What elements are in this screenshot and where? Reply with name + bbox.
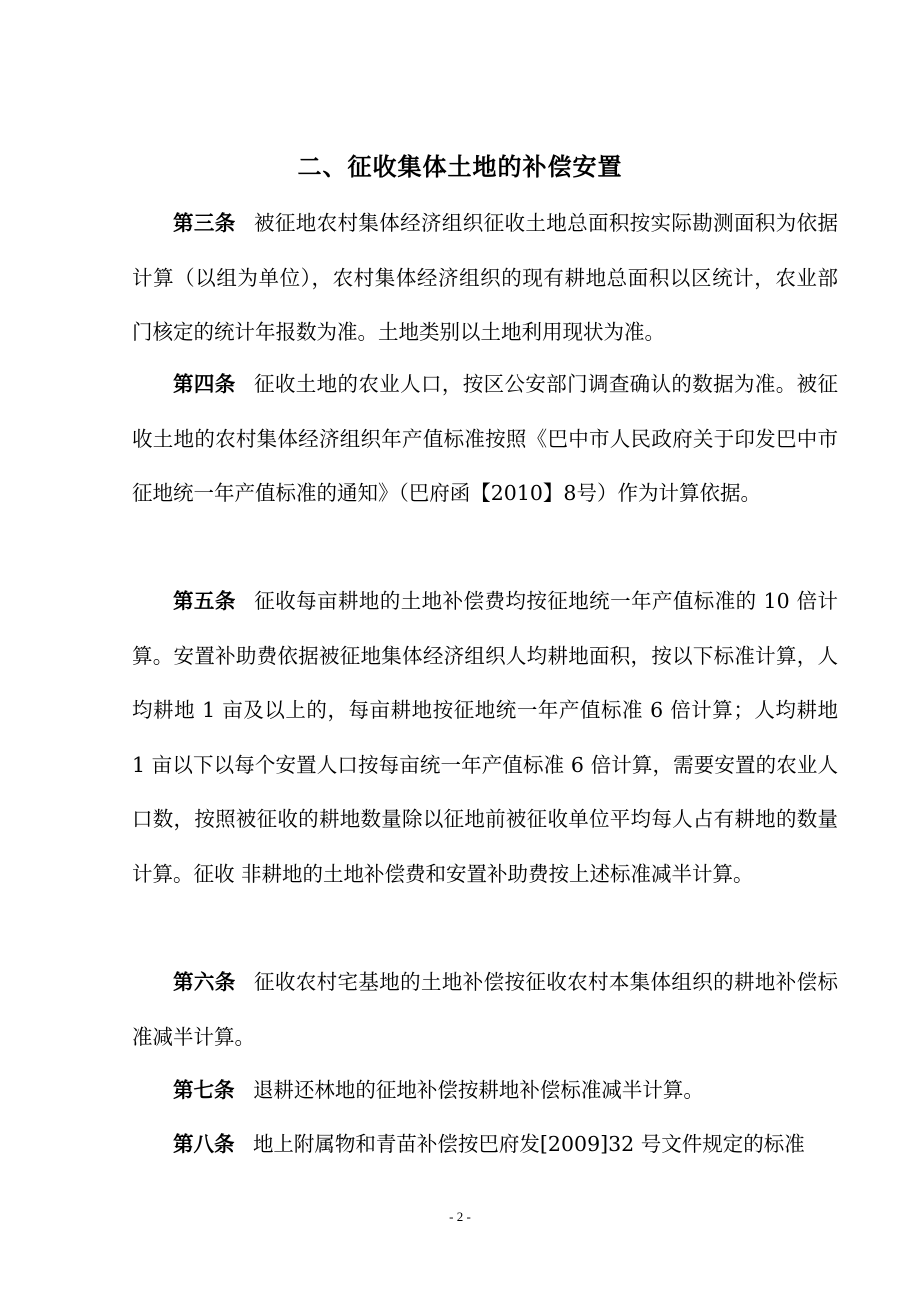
- article-label: 第八条: [173, 1132, 235, 1156]
- article-label: 第七条: [173, 1078, 235, 1102]
- article-label: 第四条: [173, 372, 236, 396]
- article-label: 第五条: [173, 589, 236, 613]
- article-text: 地上附属物和青苗补偿按巴府发[2009]32 号文件规定的标准: [252, 1132, 805, 1156]
- section-title: 二、征收集体土地的补偿安置: [297, 153, 623, 181]
- article-4: [132, 357, 838, 521]
- page-number: - 2 -: [449, 1209, 471, 1224]
- article-7: [132, 1063, 838, 1118]
- article-8: [132, 1117, 838, 1172]
- article-text: 征收每亩耕地的土地补偿费均按征地统一年产值标准的 10 倍计算。安置补助费依据被征地集体经济组织人均耕地面积，按以下标准计算，人均耕地 1 亩及以上的，每亩耕地按征地统一年产值标准 6 倍计算；人均耕地 1 亩以下以每个安置人口按每亩统一年产值标准 6 倍计算，需要安置的农业人口数，按照被征收的耕地数量除以征地前被征收单位平均每人占有耕地的数量计算。征收 非耕地的土地补偿费和安置补助费按上述标准减半计算。: [132, 589, 838, 886]
- article-text: 征收土地的农业人口，按区公安部门调查确认的数据为准。被征收土地的农村集体经济组织年产值标准按照《巴中市人民政府关于印发巴中市征地统一年产值标准的通知》（巴府函【2010】8号）作为计算依据。: [132, 372, 839, 505]
- article-text: 退耕还林地的征地补偿按耕地补偿标准减半计算。: [252, 1078, 704, 1102]
- article-text: 被征地农村集体经济组织征收土地总面积按实际勘测面积为依据计算（以组为单位），农村集体经济组织的现有耕地总面积以区统计，农业部门核定的统计年报数为准。土地类别以土地利用现状为准。: [132, 211, 839, 344]
- article-3: [132, 196, 838, 360]
- article-text: 征收农村宅基地的土地补偿按征收农村本集体组织的耕地补偿标准减半计算。: [132, 970, 839, 1049]
- article-5: [132, 574, 838, 901]
- article-6: [132, 955, 838, 1064]
- article-label: 第六条: [173, 970, 236, 994]
- article-label: 第三条: [173, 211, 236, 235]
